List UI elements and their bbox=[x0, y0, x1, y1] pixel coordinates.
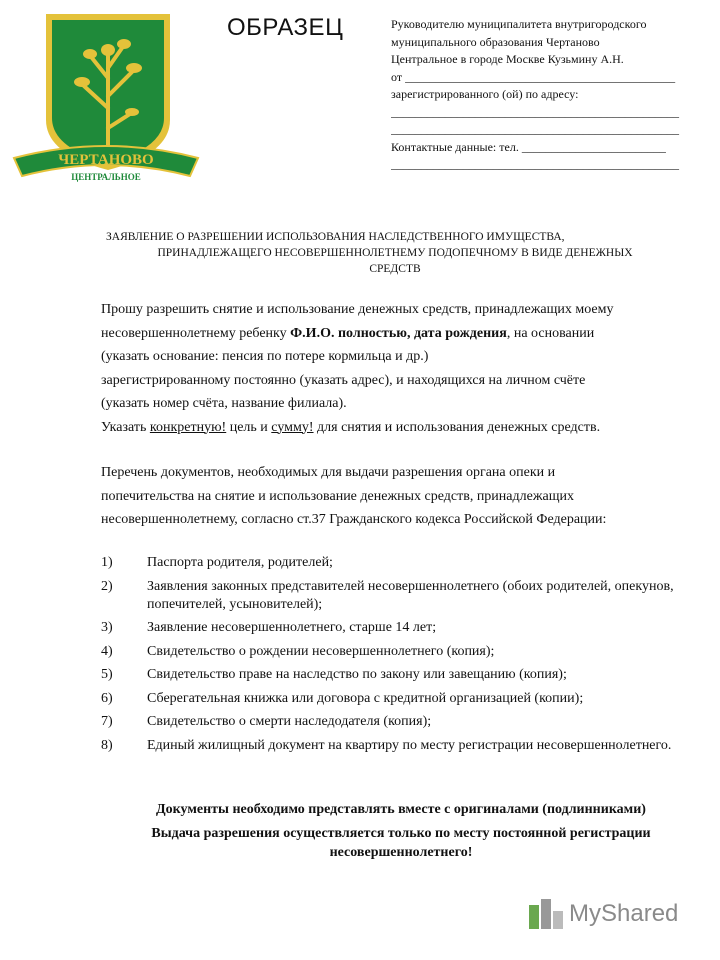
list-item-text: Заявления законных представителей несовершеннолетнего (обоих родителей, опекунов, попечителей, усыновителей); bbox=[147, 578, 674, 612]
addressee-line: Контактные данные: тел. ________________________ bbox=[391, 139, 666, 154]
addressee-line: ________________________________________________ bbox=[391, 104, 679, 119]
addressee-line: ________________________________________________ bbox=[391, 122, 679, 136]
list-item bbox=[101, 737, 701, 755]
footer-notes bbox=[101, 800, 701, 867]
addressee-line: от _____________________________________________ bbox=[391, 69, 676, 84]
list-item-number: 1) bbox=[101, 555, 113, 570]
list-item-text: Единый жилищный документ на квартиру по месту регистрации несовершеннолетнего. bbox=[147, 737, 672, 753]
list-item bbox=[101, 554, 701, 572]
body-text: для снятия и использования денежных средств. bbox=[313, 419, 601, 435]
body-line: несовершеннолетнему, согласно ст.37 Гражданского кодекса Российской Федерации: bbox=[101, 512, 607, 527]
myshared-logo[interactable] bbox=[527, 897, 678, 931]
body-line: Перечень документов, необходимых для выдачи разрешения органа опеки и bbox=[101, 465, 556, 480]
body-line: (указать основание: пенсия по потере кормильца и др.) bbox=[101, 349, 429, 364]
title-line-2: ПРИНАДЛЕЖАЩЕГО НЕСОВЕРШЕННОЛЕТНЕМУ ПОДОПЕЧНОМУ В ВИДЕ ДЕНЕЖНЫХ bbox=[157, 247, 633, 259]
list-item bbox=[101, 578, 701, 614]
list-item-number: 8) bbox=[101, 737, 113, 753]
list-item bbox=[101, 690, 701, 708]
list-item bbox=[101, 666, 701, 684]
myshared-logo-icon bbox=[527, 897, 565, 931]
addressee-line: зарегистрированного (ой) по адресу: bbox=[391, 87, 579, 101]
addressee-block bbox=[391, 16, 691, 174]
body-line bbox=[101, 416, 701, 440]
document-title bbox=[100, 229, 690, 277]
request-body bbox=[101, 298, 701, 532]
list-item bbox=[101, 643, 701, 661]
logo-text-shared: Shared bbox=[601, 900, 679, 927]
list-item-number: 6) bbox=[101, 690, 113, 706]
addressee-line: Центральное в городе Москве Кузьмину А.Н. bbox=[391, 52, 624, 66]
documents-list bbox=[101, 554, 701, 760]
list-item-text: Заявление несовершеннолетнего, старше 14 лет; bbox=[147, 620, 437, 635]
underlined-amount: сумму! bbox=[271, 419, 314, 435]
body-line bbox=[101, 322, 701, 346]
body-line: зарегистрированному постоянно (указать адрес), и находящихся на личном счёте bbox=[101, 372, 586, 388]
list-item-number: 7) bbox=[101, 714, 113, 729]
underlined-goal: конкретную! bbox=[149, 419, 227, 435]
list-item-number: 2) bbox=[101, 578, 113, 594]
body-text: цель и bbox=[226, 419, 272, 435]
list-item-text: Свидетельство о рождении несовершеннолетнего (копия); bbox=[147, 643, 495, 659]
emblem-text-bottom: ЦЕНТРАЛЬНОЕ bbox=[71, 172, 141, 182]
addressee-line: Руководителю муниципалитета внутригородского bbox=[391, 17, 647, 31]
list-item-number: 5) bbox=[101, 667, 113, 682]
list-item bbox=[101, 713, 701, 731]
body-line: (указать номер счёта, название филиала). bbox=[101, 396, 347, 411]
body-text: несовершеннолетнему ребенку bbox=[101, 325, 291, 341]
sample-label: ОБРАЗЕЦ bbox=[227, 14, 344, 41]
emblem-text-top: ЧЕРТАНОВО bbox=[58, 152, 154, 168]
list-item-number: 3) bbox=[101, 620, 113, 635]
title-line-3: СРЕДСТВ bbox=[369, 263, 421, 275]
list-item-text: Свидетельство праве на наследство по закону или завещанию (копия); bbox=[147, 667, 567, 682]
list-item bbox=[101, 619, 701, 637]
list-item-text: Паспорта родителя, родителей; bbox=[147, 555, 333, 570]
title-line-1: ЗАЯВЛЕНИЕ О РАЗРЕШЕНИИ ИСПОЛЬЗОВАНИЯ НАСЛЕДСТВЕННОГО ИМУЩЕСТВА, bbox=[106, 231, 565, 243]
footer-note-registration: Выдача разрешения осуществляется только по месту постоянной регистрации несовершеннолетнего! bbox=[151, 826, 651, 860]
addressee-line: ________________________________________________ bbox=[391, 157, 679, 171]
footer-note-originals: Документы необходимо представлять вместе с оригиналами (подлинниками) bbox=[156, 802, 646, 817]
addressee-line: муниципального образования Чертаново bbox=[391, 34, 600, 49]
list-item-number: 4) bbox=[101, 643, 113, 659]
body-text: , на основании bbox=[506, 325, 595, 341]
child-name-placeholder: Ф.И.О. полностью, дата рождения bbox=[290, 325, 507, 341]
body-text: Указать bbox=[101, 419, 150, 435]
list-item-text: Сберегательная книжка или договора с кредитной организацией (копии); bbox=[147, 690, 584, 706]
logo-text-my: My bbox=[569, 900, 601, 927]
body-line: попечительства на снятие и использование денежных средств, принадлежащих bbox=[101, 488, 574, 504]
list-item-text: Свидетельство о смерти наследодателя (копия); bbox=[147, 714, 432, 729]
body-line: Прошу разрешить снятие и использование денежных средств, принадлежащих моему bbox=[101, 302, 614, 317]
chertanovo-coat-of-arms-icon bbox=[12, 8, 200, 190]
